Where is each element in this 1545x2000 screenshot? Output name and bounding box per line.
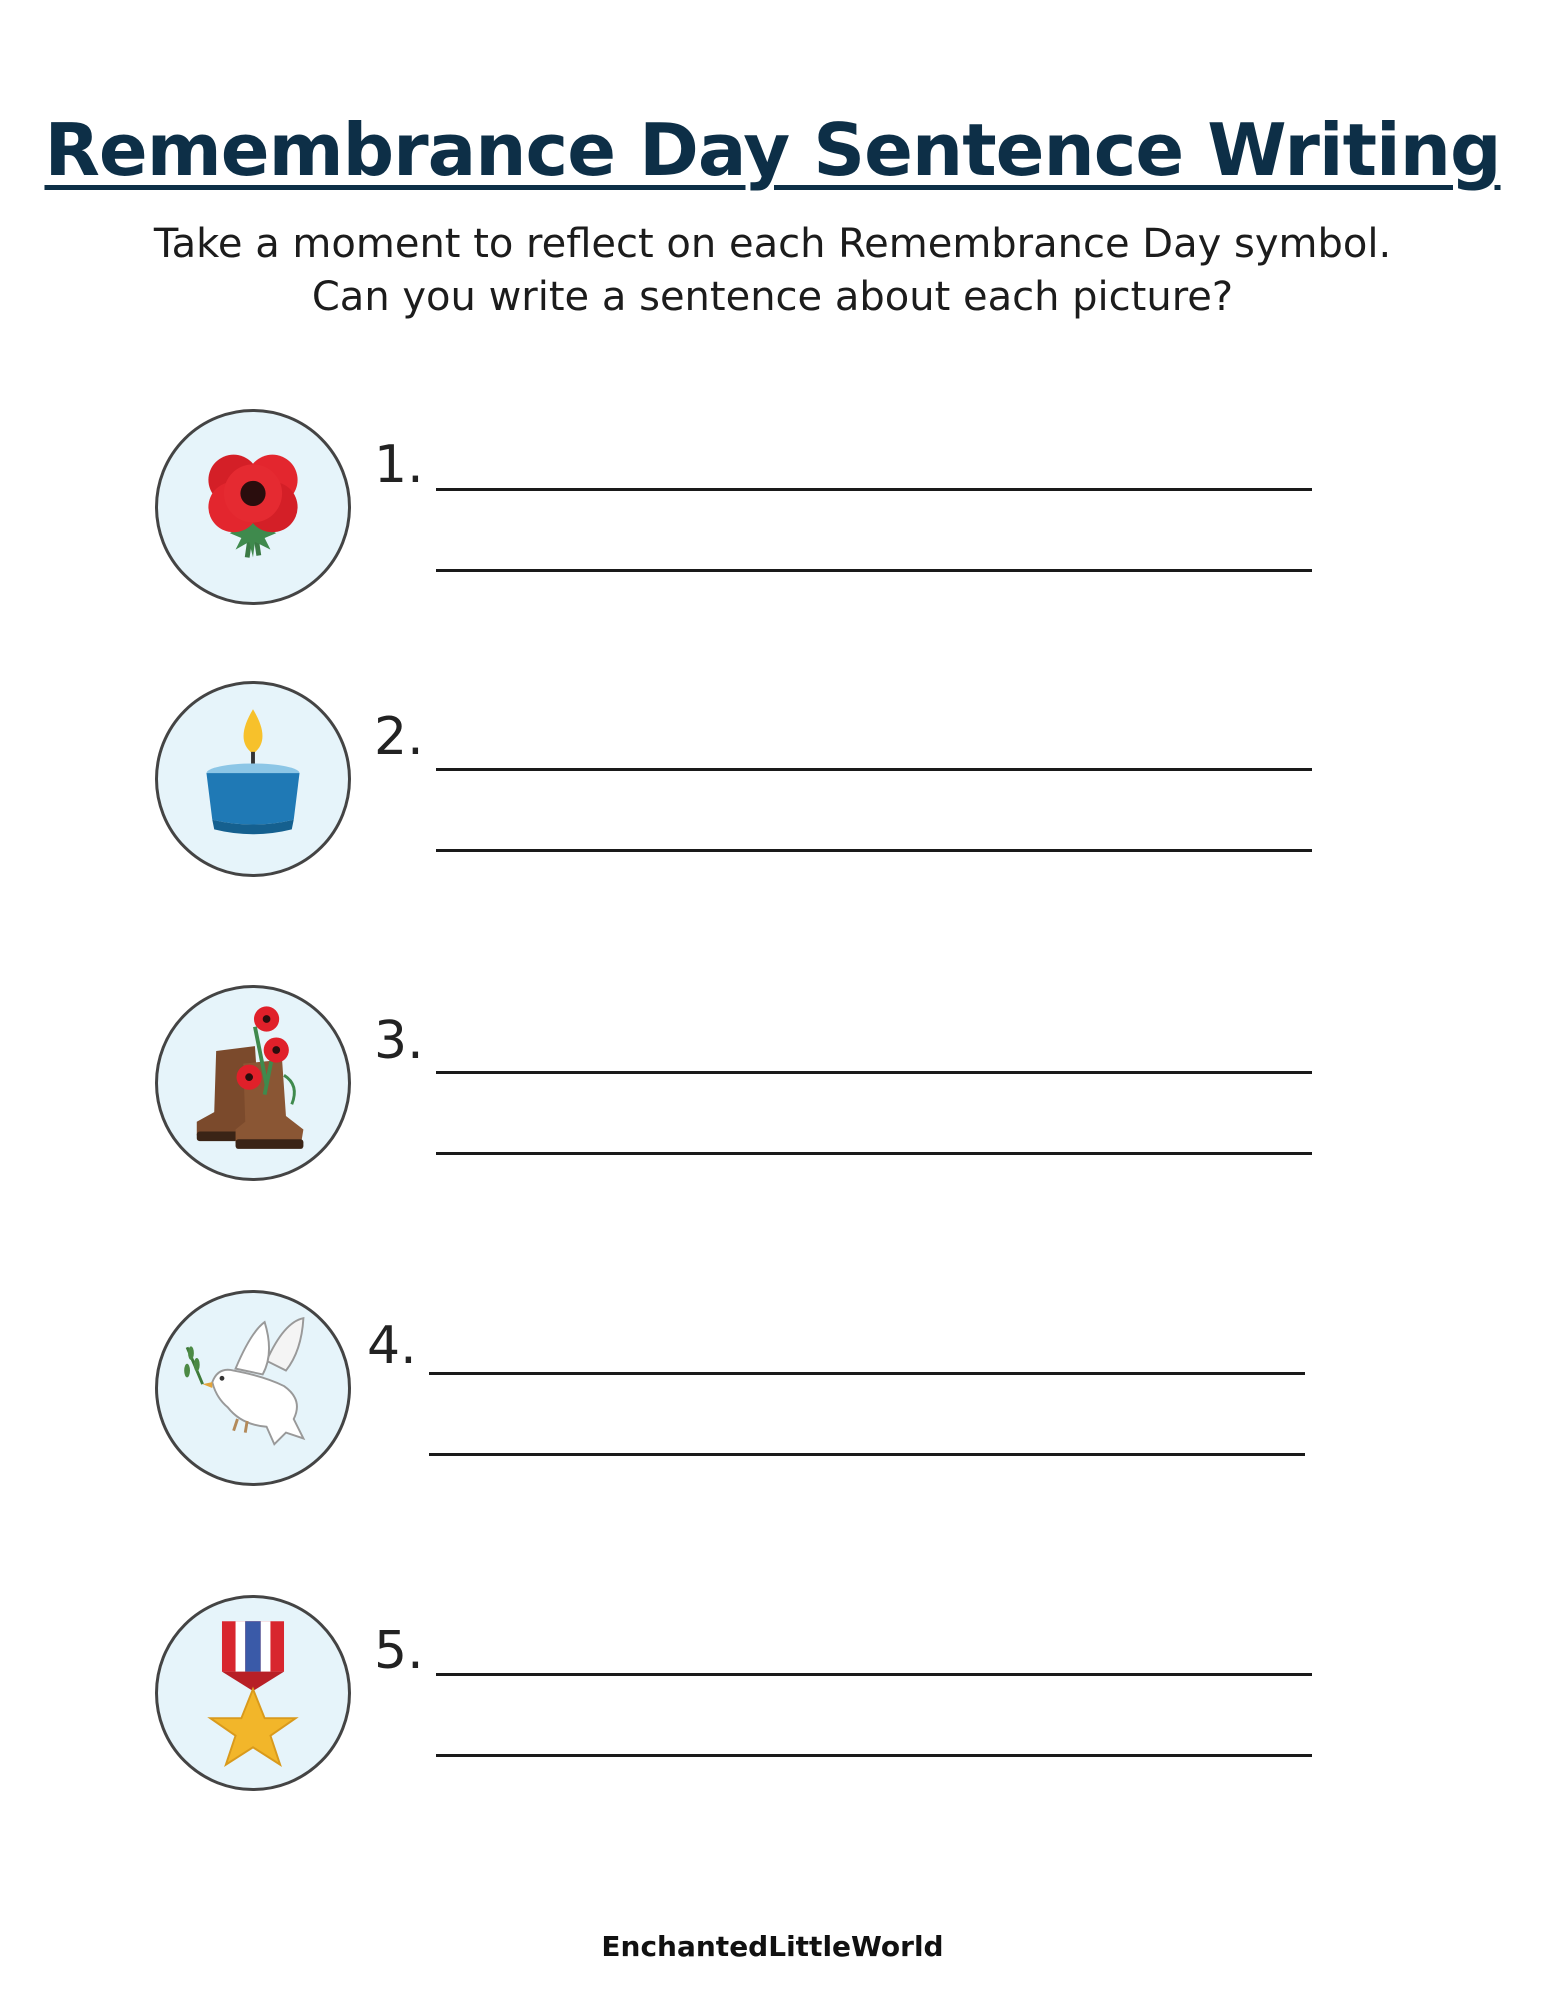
dove-icon: [155, 1290, 351, 1486]
writing-item-3: [0, 985, 1545, 1195]
poppy-icon: [155, 409, 351, 605]
candle-icon: [155, 681, 351, 877]
item-number: 5.: [374, 1621, 424, 1681]
page-title: Remembrance Day Sentence Writing: [44, 108, 1501, 192]
instructions: [0, 218, 1545, 324]
item-number: 2.: [374, 707, 424, 767]
boots-with-poppies-icon: [155, 985, 351, 1181]
footer-brand: EnchantedLittleWorld: [601, 1930, 944, 1963]
writing-line[interactable]: [429, 1453, 1305, 1456]
writing-item-1: [0, 409, 1545, 619]
writing-item-2: [0, 681, 1545, 891]
item-number: 1.: [374, 435, 424, 495]
writing-line[interactable]: [436, 1071, 1312, 1074]
item-number: 3.: [374, 1011, 424, 1071]
writing-line[interactable]: [436, 488, 1312, 491]
instructions-line-2: Can you write a sentence about each picture?: [311, 274, 1234, 320]
medal-icon: [155, 1595, 351, 1791]
writing-line[interactable]: [436, 569, 1312, 572]
writing-line[interactable]: [436, 1673, 1312, 1676]
writing-line[interactable]: [436, 1152, 1312, 1155]
item-number: 4.: [367, 1316, 417, 1376]
writing-line[interactable]: [436, 849, 1312, 852]
writing-line[interactable]: [429, 1372, 1305, 1375]
writing-item-5: [0, 1595, 1545, 1805]
instructions-line-1: Take a moment to reflect on each Remembrance Day symbol.: [153, 221, 1392, 267]
writing-line[interactable]: [436, 768, 1312, 771]
writing-line[interactable]: [436, 1754, 1312, 1757]
writing-item-4: [0, 1290, 1545, 1500]
